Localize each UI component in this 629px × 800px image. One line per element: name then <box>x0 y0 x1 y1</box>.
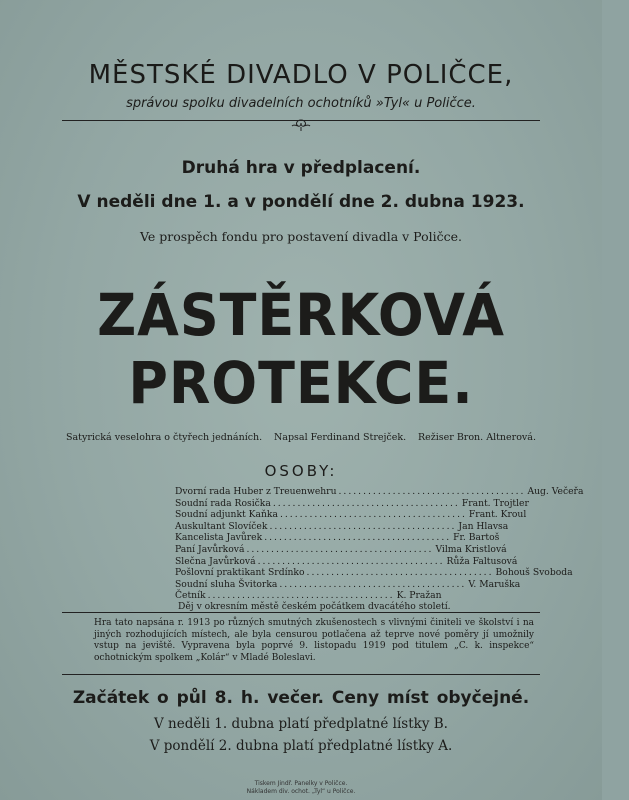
note-divider-bottom <box>62 674 540 675</box>
printer-imprint <box>0 780 602 796</box>
ornament-icon <box>0 118 602 135</box>
printer-line: Tiskem Jindř. Panelky v Poličce. <box>254 780 348 787</box>
cast-actor: Růža Faltusová <box>446 555 518 567</box>
dot-leader: ...................................... <box>272 497 460 509</box>
cast-role: Slečna Javůrková <box>175 555 256 567</box>
cast-actor: Jan Hlavsa <box>458 520 509 532</box>
cast-actor: Vilma Kristlová <box>435 543 507 555</box>
dot-leader: ...................................... <box>279 578 467 590</box>
dot-leader: ...................................... <box>257 555 445 567</box>
dot-leader: ...................................... <box>338 486 526 497</box>
dot-leader: ...................................... <box>269 520 457 532</box>
cast-actor: V. Maruška <box>468 578 521 590</box>
cast-role: Soudní rada Rosička <box>175 497 271 509</box>
cast-role: Auskultant Slovíček <box>175 520 268 532</box>
cast-row <box>175 509 527 521</box>
benefit-notice: Ve prospěch fondu pro postavení divadla v Poličce. <box>140 229 462 244</box>
cast-role: Kancelista Javůrek <box>175 532 263 544</box>
cast-role: Paní Javůrková <box>175 543 245 555</box>
cast-row <box>175 567 573 579</box>
dot-leader: ...................................... <box>306 567 494 579</box>
cast-row <box>175 578 521 591</box>
dot-leader: ...................................... <box>279 509 467 521</box>
dot-leader: ...................................... <box>246 543 434 555</box>
cast-row <box>175 497 529 510</box>
history-note: Hra tato napsána r. 1913 po různých smutných zkušenostech s vlivnými činiteli ve školství i na jiných rozhodujících místech, ale byla censurou potlačena až teprve nové poměry jí umožnily vstup na jeviště. Vypravena byla poprvé 9. listopadu 1919 pod titulem „C. k. inspekce“ ochotnickým spolkem „Kolár“ v Mladé Boleslavi. <box>94 618 534 663</box>
cast-actor: Frant. Kroul <box>468 509 527 521</box>
subscription-notice: Druhá hra v předplacení. <box>181 158 421 178</box>
theatre-management: správou spolku divadelních ochotníků »Tyl« u Poličce. <box>126 96 476 111</box>
cast-role: Pošlovní praktikant Srdínko <box>175 567 305 579</box>
cast-row <box>175 486 584 498</box>
theatre-name: MĚSTSKÉ DIVADLO V POLIČCE, <box>88 60 514 90</box>
credits-line <box>66 432 536 443</box>
cast-actor: Aug. Večeřa <box>527 486 584 497</box>
play-setting: Děj v okresním městě českém počátkem dvacátého století. <box>178 601 451 612</box>
start-and-prices: Začátek o půl 8. h. večer. Ceny míst obyčejné. <box>72 688 530 708</box>
author: Napsal Ferdinand Strejček. <box>273 432 407 443</box>
cast-row <box>175 543 507 556</box>
play-title-line1: ZÁSTĚRKOVÁ <box>97 281 505 349</box>
cast-heading: OSOBY: <box>264 462 338 480</box>
cast-actor: Fr. Bartoš <box>453 532 500 544</box>
dot-leader: ...................................... <box>207 590 395 602</box>
play-title-line2: PROTEKCE. <box>128 349 474 417</box>
cast-row <box>175 555 518 568</box>
cast-actor: Frant. Trojtler <box>461 497 529 509</box>
cast-list <box>175 486 584 602</box>
note-divider-top <box>62 612 540 613</box>
cast-role: Soudní sluha Švitorka <box>175 578 278 590</box>
cast-row <box>175 520 509 533</box>
cast-role: Dvorní rada Huber z Treuenwehru <box>175 486 337 497</box>
dot-leader: ...................................... <box>264 532 452 544</box>
director: Režiser Bron. Altnerová. <box>417 432 536 443</box>
cast-role: Soudní adjunkt Kaňka <box>175 509 278 521</box>
cast-row <box>175 532 500 544</box>
cast-actor: K. Pražan <box>396 590 442 602</box>
genre: Satyrická veselohra o čtyřech jednáních. <box>66 432 263 443</box>
publisher-line: Nákladem div. ochot. „Tyl“ u Poličce. <box>246 788 356 795</box>
monday-tickets: V pondělí 2. dubna platí předplatné lístky A. <box>149 738 453 754</box>
performance-dates: V neděli dne 1. a v pondělí dne 2. dubna 1923. <box>77 192 525 212</box>
sunday-tickets: V neděli 1. dubna platí předplatné lístky B. <box>154 716 448 732</box>
cast-actor: Bohouš Svoboda <box>495 567 573 579</box>
cast-role: Četník <box>175 590 206 602</box>
